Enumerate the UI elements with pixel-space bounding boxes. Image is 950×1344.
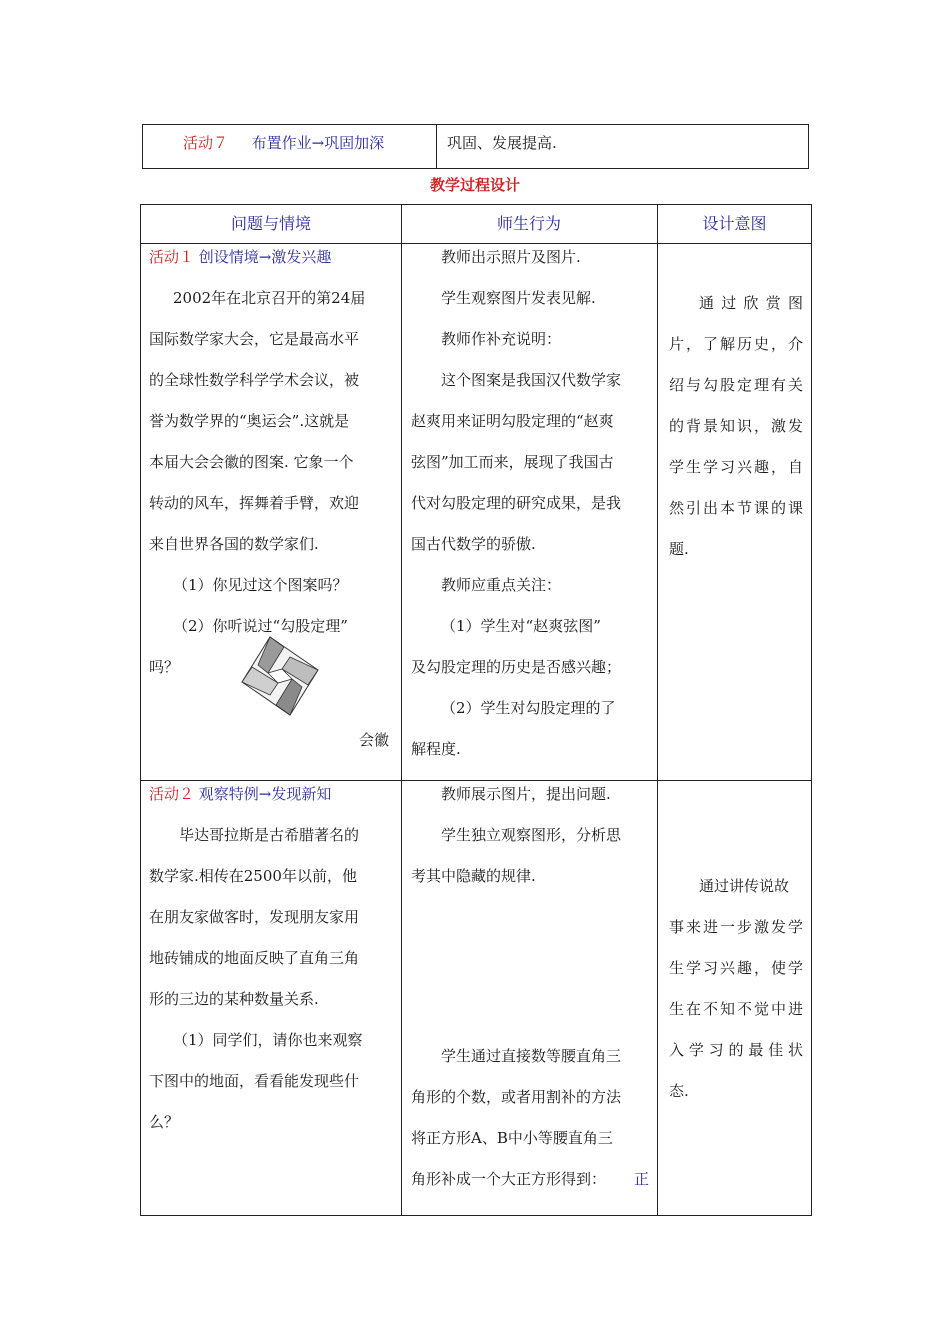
activity2-heading xyxy=(149,774,393,815)
activity2-context-line: 地砖铺成的地面反映了直角三角 xyxy=(149,949,360,967)
activity1-context-line: 国际数学家大会，它是最高水平 xyxy=(149,330,360,348)
activity2-context-line: 形的三边的某种数量关系. xyxy=(149,990,319,1008)
intent-line: 片，了解历史，介 xyxy=(669,335,803,353)
teacher-line: 教师展示图片，提出问题. xyxy=(441,785,611,803)
activity2-context-line: 么？ xyxy=(149,1113,180,1131)
teacher-line: 这个图案是我国汉代数学家 xyxy=(441,371,622,389)
activity2-title: 观察特例→发现新知 xyxy=(198,785,332,803)
intent-line: 生在不知不觉中进 xyxy=(669,1000,803,1018)
teacher-line: 赵爽用来证明勾股定理的“赵爽 xyxy=(411,412,614,430)
activity1-question-2: （2）你听说过“勾股定理” xyxy=(173,617,348,635)
teacher-line-last xyxy=(411,1159,649,1200)
activity1-teacher-actions xyxy=(411,237,649,770)
intent-line: 通过欣赏图 xyxy=(699,294,803,312)
teacher-line-last-text: 角形补成一个大正方形得到： xyxy=(411,1170,607,1188)
teacher-line: 及勾股定理的历史是否感兴趣； xyxy=(411,658,622,676)
activity1-context-line: 本届大会会徽的图案. 它象一个 xyxy=(149,453,354,471)
intent-line: 通过讲传说故 xyxy=(699,877,790,895)
teacher-line: 解程度. xyxy=(411,740,461,758)
activity1-context-line: 的全球性数学科学学术会议，被 xyxy=(149,371,360,389)
activity2-context-line: 下图中的地面，看看能发现些什 xyxy=(149,1072,360,1090)
emblem-caption: 会徽 xyxy=(359,731,390,749)
activity1-design-intent xyxy=(669,283,803,570)
activity1-context-line: 2002年在北京召开的第24届 xyxy=(173,289,366,307)
activity2-context-line: 在朋友家做客时，发现朋友家用 xyxy=(149,908,360,926)
intent-line: 事来进一步激发学 xyxy=(669,918,803,936)
teacher-line: （2）学生对勾股定理的了 xyxy=(441,699,616,717)
header-col2: 师生行为 xyxy=(496,214,561,233)
activity1-context-line: 誉为数学界的“奥运会”.这就是 xyxy=(149,412,350,430)
activity2-teacher-actions-a xyxy=(411,774,649,897)
teacher-line-last-highlight: 正 xyxy=(633,1170,649,1188)
activity2-label: 活动２ xyxy=(149,785,195,803)
activity1-question-1: （1）你见过这个图案吗？ xyxy=(173,576,348,594)
intent-line: 生学习兴趣，使学 xyxy=(669,959,803,977)
activity1-question-2-cont: 吗？ xyxy=(149,658,180,676)
teacher-line: 国古代数学的骄傲. xyxy=(411,535,536,553)
activity1-label: 活动１ xyxy=(149,248,195,266)
teacher-line: 弦图”加工而来，展现了我国古 xyxy=(411,453,614,471)
activity2-context-line: 毕达哥拉斯是古希腊著名的 xyxy=(179,826,360,844)
activity7-title: 布置作业→巩固加深 xyxy=(251,134,385,152)
top-table-divider xyxy=(436,125,437,168)
teacher-line: 学生独立观察图形，分析思 xyxy=(441,826,622,844)
intent-line: 绍与勾股定理有关 xyxy=(669,376,803,394)
activity2-context xyxy=(149,774,393,1143)
teacher-line: 角形的个数，或者用割补的方法 xyxy=(411,1088,622,1106)
table-vline-1 xyxy=(401,205,402,1215)
activity7-intent: 巩固、发展提高. xyxy=(447,134,557,152)
intent-line: 学生学习兴趣，自 xyxy=(669,458,803,476)
top-table xyxy=(142,124,809,169)
intent-line: 态. xyxy=(669,1082,689,1100)
header-col3: 设计意图 xyxy=(702,214,767,233)
intent-line: 的背景知识，激发 xyxy=(669,417,803,435)
teacher-line: 学生观察图片发表见解. xyxy=(441,289,596,307)
teacher-line: 教师应重点关注： xyxy=(441,576,562,594)
intent-line: 题. xyxy=(669,540,689,558)
activity2-context-line: 数学家.相传在2500年以前，他 xyxy=(149,867,357,885)
activity1-heading xyxy=(149,237,393,278)
activity2-context-line: （1）同学们，请你也来观察 xyxy=(173,1031,363,1049)
teacher-line: （1）学生对“赵爽弦图” xyxy=(441,617,601,635)
teacher-line: 考其中隐藏的规律. xyxy=(411,867,536,885)
header-col1: 问题与情境 xyxy=(230,214,311,233)
activity7-label: 活动７ xyxy=(183,134,229,152)
activity1-context-line: 来自世界各国的数学家们. xyxy=(149,535,319,553)
intent-line: 然引出本节课的课 xyxy=(669,499,803,517)
table-vline-2 xyxy=(657,205,658,1215)
activity2-design-intent xyxy=(669,866,803,1112)
process-table xyxy=(140,204,812,1216)
activity1-context-line: 转动的风车，挥舞着手臂，欢迎 xyxy=(149,494,360,512)
congress-emblem-figure xyxy=(240,635,320,717)
activity7-cell xyxy=(183,132,384,153)
teacher-line: 学生通过直接数等腰直角三 xyxy=(441,1047,622,1065)
activity1-context xyxy=(149,237,393,688)
intent-line: 入学习的最佳状 xyxy=(669,1041,803,1059)
activity1-title: 创设情境→激发兴趣 xyxy=(198,248,332,266)
teacher-line: 将正方形A、B中小等腰直角三 xyxy=(411,1129,613,1147)
teacher-line: 代对勾股定理的研究成果，是我 xyxy=(411,494,622,512)
section-title: 教学过程设计 xyxy=(429,176,520,194)
activity2-teacher-actions-b xyxy=(411,1036,649,1200)
teacher-line: 教师出示照片及图片. xyxy=(441,248,581,266)
teacher-line: 教师作补充说明： xyxy=(441,330,562,348)
